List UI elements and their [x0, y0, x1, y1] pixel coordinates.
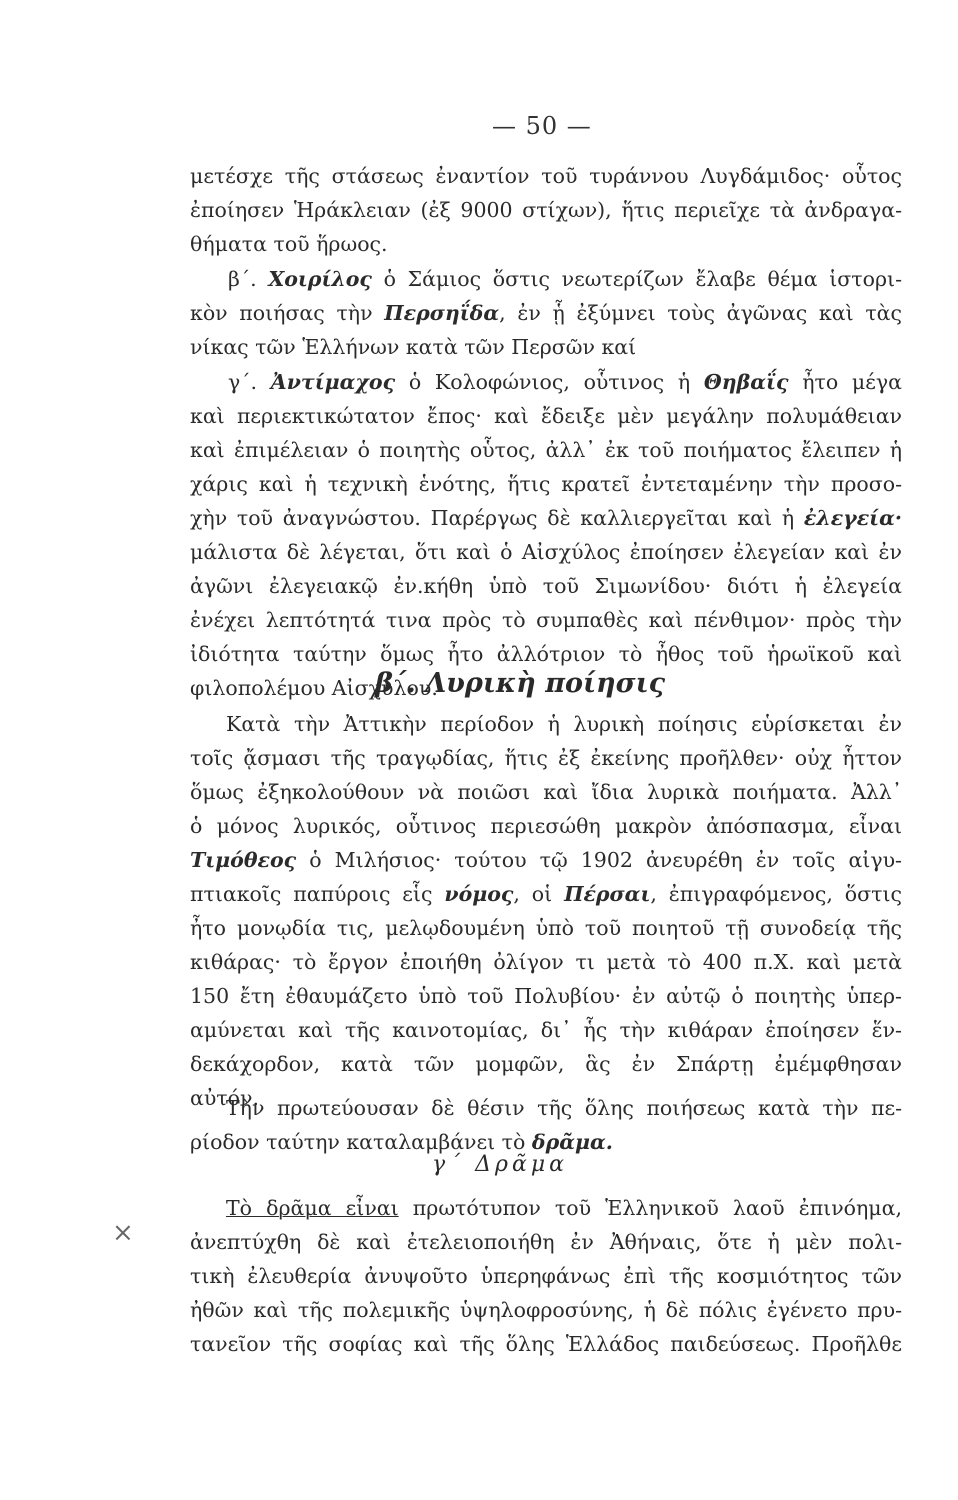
poet-name-choirilos: Χοιρίλος [268, 267, 372, 291]
text-line: αὐτόν. [190, 1086, 259, 1110]
text-line: ὅμως ἐξηκολούθουν νὰ ποιῶσι καὶ ἴδια λυρικὰ ποιήματα. Ἀλλ᾽ [190, 780, 902, 804]
text-line: ἦτο μονῳδία τις, μελῳδουμένη ὑπὸ τοῦ ποιητοῦ τῇ συνοδείᾳ τῆς [190, 916, 902, 940]
text-line: τανεῖον τῆς σοφίας καὶ τῆς ὅλης Ἑλλάδος παιδεύσεως. Προῆλθε [190, 1332, 902, 1356]
text-run: , ἐν ᾗ ἐξύμνει τοὺς ἀγῶνας καὶ τὰς [499, 301, 902, 325]
text-line: ἀγῶνι ἐλεγειακῷ ἐν.κήθη ὑπὸ τοῦ Σιμωνίδου· διότι ἡ ἐλεγεία [190, 574, 902, 598]
term-nomos: νόμος [444, 882, 514, 906]
text-run: πρωτότυπον τοῦ Ἑλληνικοῦ λαοῦ ἐπινόημα, [412, 1196, 902, 1220]
text-line: ἠθῶν καὶ τῆς πολεμικῆς ὑψηλοφροσύνης, ἡ δὲ πόλις ἐγένετο πρυ- [190, 1298, 902, 1322]
underlined-phrase: Τὸ δρᾶμα εἶναι [226, 1196, 399, 1220]
text-line: τικὴ ἐλευθερία ἀνυψοῦτο ὑπερηφάνως ἐπὶ τῆς κοσμιότητος τῶν [190, 1264, 902, 1288]
text-line: χάρις καὶ ἡ τεχνικὴ ἑνότης, ἥτις κρατεῖ ἐντεταμένην τὴν προσο- [190, 472, 902, 496]
page-number: — 50 — [492, 112, 592, 140]
text-line: μετέσχε τῆς στάσεως ἐναντίον τοῦ τυράννου Λυγδάμιδος· οὗτος [190, 164, 902, 188]
term-drama: δρᾶμα. [531, 1130, 613, 1154]
text-line: ἀνεπτύχθη δὲ καὶ ἐτελειοποιήθη ἐν Ἀθήναις, ὅτε ἡ μὲν πολι- [190, 1230, 902, 1254]
enumeration: β΄. [228, 267, 257, 291]
term-elegeia: ἐλεγεία· [803, 506, 902, 530]
work-title-perseis: Περσηΐδα [384, 301, 500, 325]
text-run: , ἐπιγραφόμενος, ὅστις [650, 882, 902, 906]
text-line: αμύνεται καὶ τῆς καινοτομίας, δι᾽ ἧς τὴν κιθάραν ἐποίησεν ἕν- [190, 1018, 902, 1042]
text-line [190, 502, 902, 534]
text-line: καὶ ἐπιμέλειαν ὁ ποιητὴς οὗτος, ἀλλ᾽ ἐκ τοῦ ποιήματος ἔλειπεν ἡ [190, 438, 902, 462]
margin-cross-mark: × [112, 1218, 134, 1248]
text-line [190, 297, 902, 329]
text-line: δεκάχορδον, κατὰ τῶν μομφῶν, ἃς ἐν Σπάρτῃ ἐμέμφθησαν [190, 1052, 902, 1076]
text-line: καὶ περιεκτικώτατον ἔπος· καὶ ἔδειξε μὲν μεγάλην πολυμάθειαν [190, 404, 902, 428]
text-run: ἦτο μέγα [802, 370, 902, 394]
enumeration: γ΄. [228, 370, 258, 394]
text-run: ὁ Κολοφώνιος, οὗτινος ἡ [408, 370, 691, 394]
text-line: κιθάρας· τὸ ἔργον ἐποιήθη ὀλίγον τι μετὰ τὸ 400 π.Χ. καὶ μετὰ [190, 950, 902, 974]
text-line: μάλιστα δὲ λέγεται, ὅτι καὶ ὁ Αἰσχύλος ἐποίησεν ἐλεγείαν καὶ ἐν [190, 540, 902, 564]
text-run: χὴν τοῦ ἀναγνώστου. Παρέργως δὲ καλλιεργεῖται καὶ ἡ [190, 506, 795, 530]
paragraph-choirilos-line [228, 263, 902, 295]
text-run: ὁ Σάμιος ὅστις νεωτερίζων ἔλαβε θέμα ἱστορι- [383, 267, 902, 291]
work-title-persai: Πέρσαι [564, 882, 651, 906]
text-line: 150 ἔτη ἐθαυμάζετο ὑπὸ τοῦ Πολυβίου· ἐν αὐτῷ ὁ ποιητὴς ὑπερ- [190, 984, 902, 1008]
text-line: Τὴν πρωτεύουσαν δὲ θέσιν τῆς ὅλης ποιήσεως κατὰ τὴν πε- [226, 1096, 902, 1120]
text-line: Κατὰ τὴν Ἀττικὴν περίοδον ἡ λυρικὴ ποίησις εὑρίσκεται ἐν [226, 712, 902, 736]
text-run: κὸν ποιήσας τὴν [190, 301, 373, 325]
text-line: φιλοπολέμου Αἰσχύλου. [190, 676, 438, 700]
text-line [190, 844, 902, 876]
text-run: πτιακοῖς παπύροις εἷς [190, 882, 433, 906]
text-run: ὁ Μιλήσιος· τούτου τῷ 1902 ἀνευρέθη ἐν τοῖς αἰγυ- [309, 848, 902, 872]
work-title-thebais: Θηβαΐς [703, 370, 789, 394]
text-line [190, 878, 902, 910]
text-line [226, 1192, 902, 1224]
paragraph-antimachos-line [228, 366, 902, 398]
text-run: , οἱ [513, 882, 553, 906]
text-line: νίκας τῶν Ἑλλήνων κατὰ τῶν Περσῶν καί [190, 335, 637, 359]
text-line: θήματα τοῦ ἥρωος. [190, 232, 388, 256]
section-heading-drama: γ΄ Δρᾶμα [432, 1152, 568, 1177]
text-line: ἰδιότητα ταύτην ὅμως ἦτο ἀλλότριον τὸ ἦθος τοῦ ἡρωϊκοῦ καὶ [190, 642, 902, 666]
text-line: ὁ μόνος λυρικός, οὗτινος περιεσώθη μακρὸν ἀπόσπασμα, εἶναι [190, 814, 902, 838]
text-run: ρίοδον ταύτην καταλαμβάνει τὸ [190, 1130, 526, 1154]
text-line: ἐποίησεν Ἡράκλειαν (ἐξ 9000 στίχων), ἥτις περιεῖχε τὰ ἀνδραγα- [190, 198, 902, 222]
poet-name-timotheos: Τιμόθεος [190, 848, 297, 872]
text-line: τοῖς ᾄσμασι τῆς τραγῳδίας, ἥτις ἐξ ἐκείνης προῆλθεν· οὐχ ἧττον [190, 746, 902, 770]
poet-name-antimachos: Ἀντίμαχος [270, 370, 396, 394]
section-heading-lyric: β΄. Λυρικὴ ποίησις [375, 668, 666, 699]
text-line: ἐνέχει λεπτότητά τινα πρὸς τὸ συμπαθὲς καὶ πένθιμον· πρὸς τὴν [190, 608, 902, 632]
